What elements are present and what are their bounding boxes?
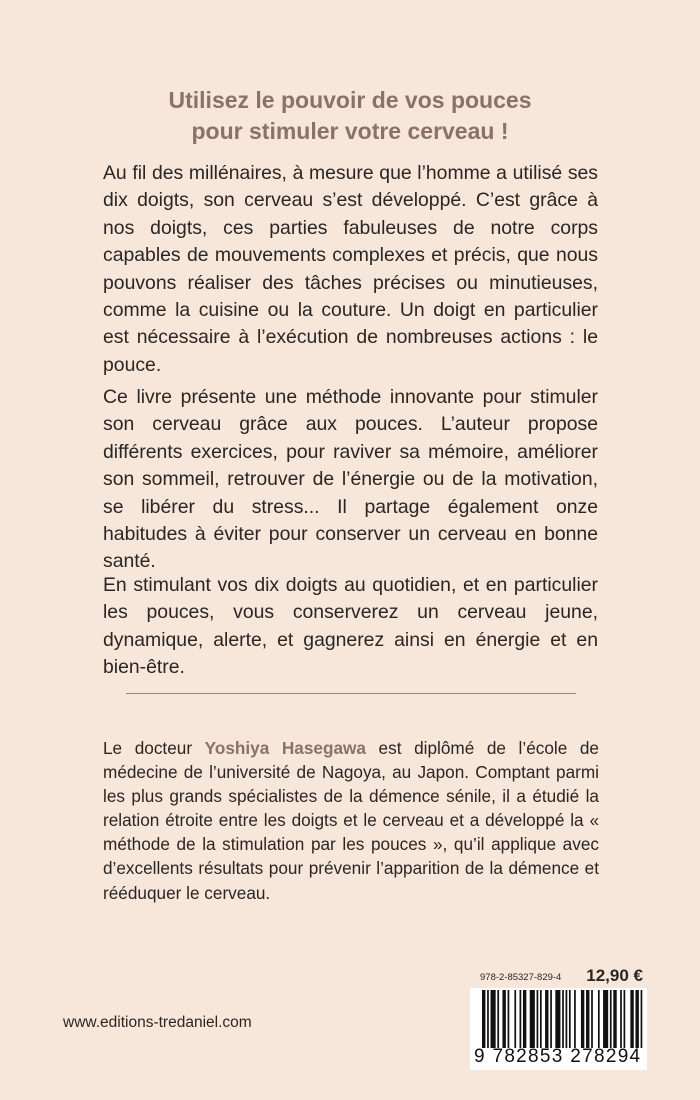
barcode-bar [523,990,526,1048]
barcode-bar [591,990,593,1048]
barcode-bar [545,990,548,1048]
barcode-digits: 9 782853 278294 [474,1046,642,1067]
barcode-bar [581,990,584,1048]
barcode-bar [482,990,485,1048]
barcode-bar [502,990,505,1048]
barcode-bar [624,990,626,1048]
barcode-bar [520,990,522,1048]
barcode-bar [635,990,638,1048]
barcode-bar [569,990,571,1048]
barcode-bar [574,990,576,1048]
paragraph-book-method: Ce livre présente une méthode innovante pour stimuler son cerveau grâce aux pouces. L’auteur propose différents exercices, pour raviver sa mémoire, améliorer son sommeil, retrouver de l’énergie ou de la motivation, se libérer du stress... Il partage également onze habitudes à éviter pour conserver un cerveau en bonne santé. [103,386,598,573]
isbn-number: 978-2-85327-829-4 [480,972,562,983]
barcode-bar [555,990,560,1048]
barcode-bar [586,990,589,1048]
author-name: Yoshiya Hasegawa [204,738,366,758]
section-divider [126,693,576,694]
barcode-bars [482,990,644,1048]
paragraph-fingers-evolution: Au fil des millénaires, à mesure que l’homme a utilisé ses dix doigts, son cerveau s’est développé. C’est grâce à nos doigts, ces parties fabuleuses de notre corps capables de mouvements complexes et précis, que nous pouvons réaliser des tâches précises ou minutieuses, comme la cuisine ou la couture. Un doigt en particulier est nécessaire à l’exécution de nombreuses actions : le pouce. [103,162,598,376]
barcode-bar [487,990,489,1048]
author-bio [103,736,599,905]
publisher-website: www.editions-tredaniel.com [63,1014,252,1031]
barcode-bar [530,990,535,1048]
barcode-bar [610,990,612,1048]
barcode-bar [508,990,510,1048]
paragraph-daily-stimulation: En stimulant vos dix doigts au quotidien, et en particulier les pouces, vous conserverez un cerveau jeune, dynamique, alerte, et gagnerez ainsi en énergie et en bien-être. [103,574,598,679]
barcode-bar [598,990,600,1048]
author-bio-text: est diplômé de l’école de médecine de l’université de Nagoya, au Japon. Comptant parmi les plus grands spécialistes de la démence sénile, il a étudié la relation étroite entre les doigts et le cerveau et a développé la « méthode de la stimulation par les pouces », qu’il applique avec d’excellents résultats pour prévenir l’apparition de la démence et rééduquer le cerveau. [103,738,599,903]
barcode-bar [540,990,542,1048]
barcode-bar [630,990,633,1048]
headline [0,85,700,147]
barcode-bar [491,990,496,1048]
barcode-bar [562,990,564,1048]
barcode-bar [566,990,568,1048]
barcode [470,988,647,1070]
barcode-bar [497,990,499,1048]
barcode-bar [641,990,643,1048]
barcode-bar [537,990,539,1048]
barcode-bar [620,990,622,1048]
isbn-price-row [470,966,647,988]
barcode-bar [550,990,552,1048]
barcode-bar [514,990,516,1048]
headline-line-2: pour stimuler votre cerveau ! [191,118,509,144]
price-label: 12,90 € [586,966,643,985]
barcode-bar [613,990,616,1048]
author-bio-prefix: Le docteur [103,738,205,758]
barcode-bar [603,990,608,1048]
headline-line-1: Utilisez le pouvoir de vos pouces [168,87,532,113]
